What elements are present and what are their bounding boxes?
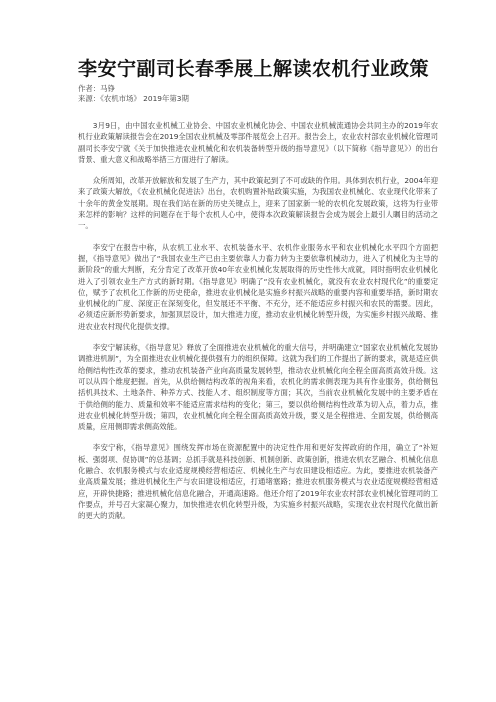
- article-source: 来源：《农机市场》 2019年第3期: [78, 94, 189, 103]
- article-paragraph-2: 众所周知，改革开放解放和发展了生产力，其中政策起到了不可或缺的作用。具体到农机行业，2004年迎来了政策大解放，《农业机械化促进法》出台，农机购置补贴政策实施，为我国农业机械化、农业现代化带来了十余年的黄金发展期。现在我们站在新的历史关键点上，迎来了国家新一轮的农机化发展政策，这将为行业带来怎样的影响？这样的问题存在于每个农机人心中，使得本次政策解读报告会成为展会上最引人瞩目的活动之一。: [78, 176, 438, 231]
- article-body: [78, 120, 438, 522]
- article-page: [78, 56, 438, 532]
- article-paragraph-4: 李安宁解读称，《指导意见》释放了全面推进农业机械化的重大信号，并明确建立“国家农业机械化发展协调推进机制”，为全面推进农业机械化提供强有力的组织保障。这就为我们的工作提出了新的要求，就是适应供给侧结构性改革的要求，推动农机装备产业向高质量发展转型，推动农业机械化向全程全面高质高效升级。这可以从四个维度把握。首先，从供给侧结构改革的视角来看，农机化的需求侧表现为具有作业服务，供给侧包括机具技术、土地条件、种养方式、技能人才、组织制度等方面；其次，当前农业机械化发展中的主要矛盾在于供给侧的能力、质量和效率不能适应需求结构的变化；第三，要以供给侧结构性改革为切入点，着力点，推进农业机械化转型升级；第四，农业机械化向全程全面高质高效升级，要义是全程推进、全面发展，供给侧高质量，应用侧即需求侧高效能。: [78, 343, 438, 432]
- article-paragraph-1: 3月9日，由中国农业机械工业协会、中国农业机械化协会、中国农业机械流通协会共同主办的2019年农机行业政策解读报告会在2019全国农业机械及零部件展览会上召开。报告会上，农业农村部农业机械化管理司副司长李安宁就《关于加快推进农业机械化和农机装备转型升级的指导意见》（以下简称《指导意见》）的出台背景、重大意义和战略举措三方面进行了解读。: [78, 121, 438, 164]
- article-paragraph-5: 李安宁称，《指导意见》围绕发挥市场在资源配置中的决定性作用和更好发挥政府的作用，确立了“补短板、强弱项、促协调”的总基调；总抓手就是科技创新、机制创新、政策创新，推进农机农艺融合、机械化信息化融合、农机服务模式与农业适度规模经营相适应、机械化生产与农田建设相适应。为此，要推进农机装备产业高质量发展；推进机械化生产与农田建设相适应，打通堵塞路；推进农机服务模式与农业适度规模经营相适应，开辟快捷路；推进机械化信息化融合，开通高速路。他还介绍了2019年农业农村部农业机械化管理司的工作要点，并号召大家凝心聚力，加快推进农机化转型升级，为实施乡村振兴战略，实现农业农村现代化做出新的更大的贡献。: [78, 443, 438, 521]
- article-paragraph-3: 李安宁在报告中称，从农机工业水平、农机装备水平、农机作业服务水平和农业机械化水平四个方面把握，《指导意见》做出了“我国农业生产已由主要依靠人力畜力转为主要依靠机械动力，进入了机械化为主导的新阶段”的重大判断，充分肯定了改革开放40年农业机械化发展取得的历史性伟大成就，同时指明农业机械化进入了引领农业生产方式的新时期。《指导意见》明确了“没有农业机械化，就没有农业农村现代化”的重要定位，赋予了农机化工作新的历史使命，推进农业机械化是实施乡村振兴战略的重要内容和重要举措，新时期农业机械化的广度、深度正在深刻变化，但发展还不平衡、不充分，还不能适应乡村振兴和农民的需要。因此，必须适应新形势新要求，加强顶层设计，加大推进力度，推动农业机械化转型升级，为实施乡村振兴战略、推进农业农村现代化提供支撑。: [78, 242, 438, 331]
- article-title: 李安宁副司长春季展上解读农机行业政策: [78, 58, 430, 80]
- article-author: 作者：马铮: [78, 84, 115, 93]
